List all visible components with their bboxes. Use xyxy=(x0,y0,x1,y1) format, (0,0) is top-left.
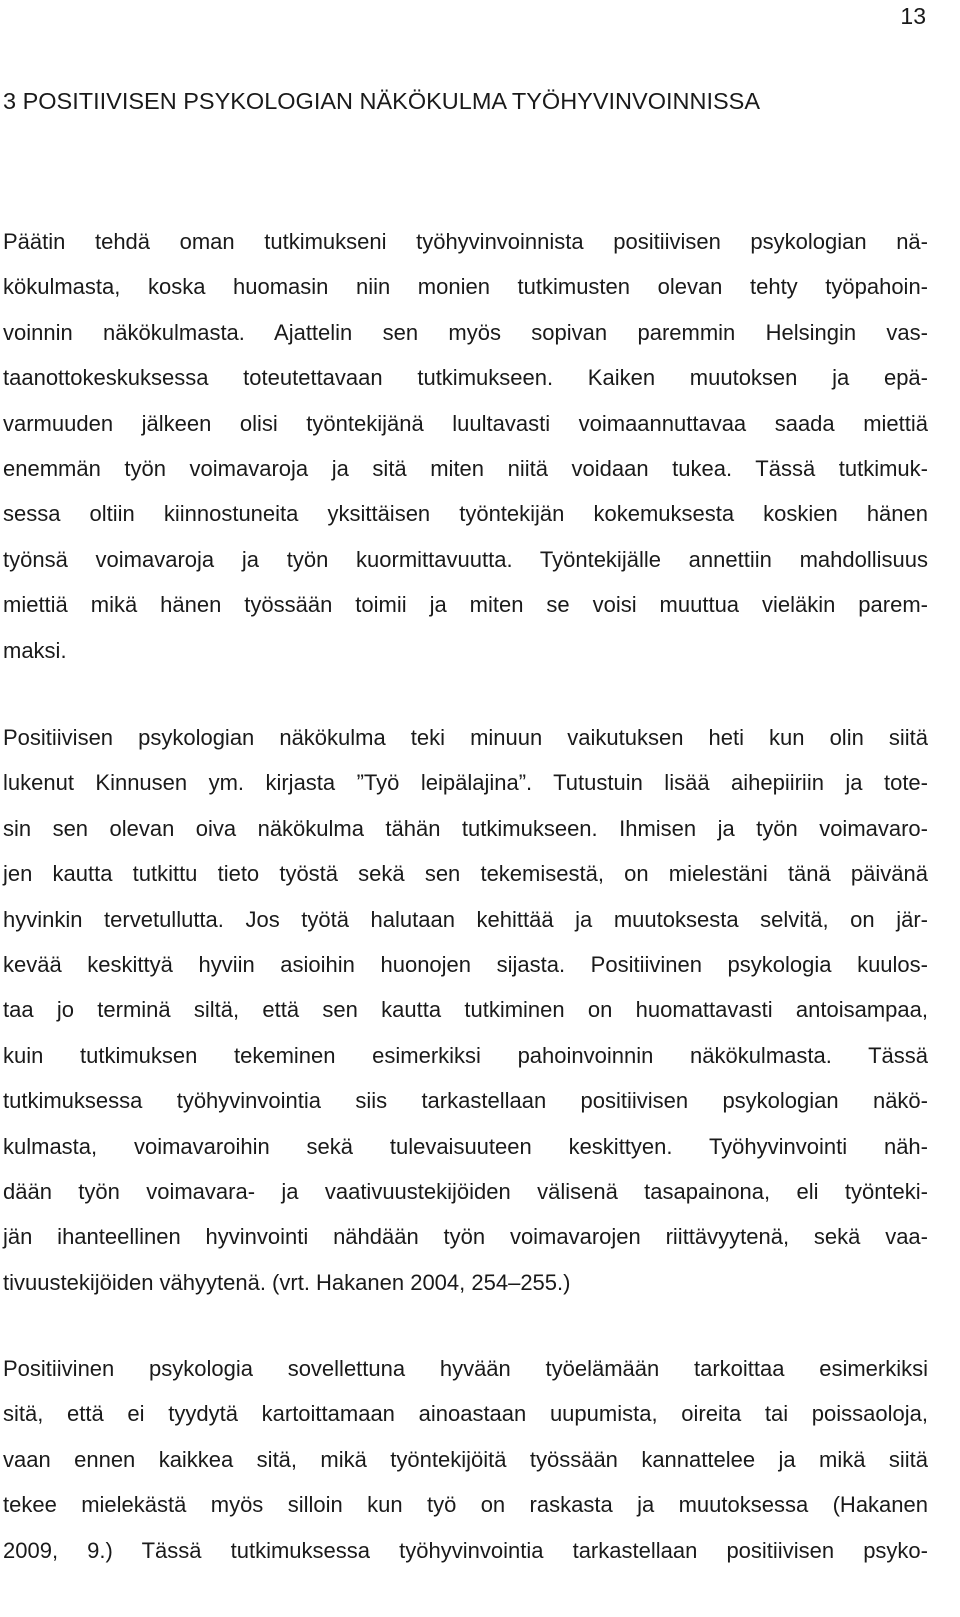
paragraph-line: tekee mielekästä myös silloin kun työ on raskasta ja muutoksessa (Hakanen xyxy=(3,1492,928,1518)
paragraph-line: maksi. xyxy=(3,637,67,663)
paragraph-line: työnsä voimavaroja ja työn kuormittavuutta. Työntekijälle annettiin mahdollisuus xyxy=(3,546,928,572)
paragraph-line: sitä, että ei tyydytä kartoittamaan ainoastaan uupumista, oireita tai poissaoloja, xyxy=(3,1401,928,1427)
paragraph-line: 2009, 9.) Tässä tutkimuksessa työhyvinvointia tarkastellaan positiivisen psyko- xyxy=(3,1537,928,1563)
paragraph-line: sessa oltiin kiinnostuneita yksittäisen työntekijän kokemuksesta koskien hänen xyxy=(3,501,928,527)
paragraph-1 xyxy=(3,219,928,673)
paragraph-3 xyxy=(3,1346,928,1573)
paragraph-line: tivuustekijöiden vähyytenä. (vrt. Hakanen 2004, 254–255.) xyxy=(3,1269,571,1295)
paragraph-line: tutkimuksessa työhyvinvointia siis tarkastellaan positiivisen psykologian näkö- xyxy=(3,1088,928,1114)
paragraph-line: varmuuden jälkeen olisi työntekijänä luultavasti voimaannuttavaa saada miettiä xyxy=(3,410,928,436)
paragraph-line: Positiivinen psykologia sovellettuna hyvään työelämään tarkoittaa esimerkiksi xyxy=(3,1356,928,1381)
paragraph-line: Positiivisen psykologian näkökulma teki minuun vaikutuksen heti kun olin siitä xyxy=(3,725,928,750)
paragraph-line: miettiä mikä hänen työssään toimii ja miten se voisi muuttua vieläkin parem- xyxy=(3,592,928,618)
page-number: 13 xyxy=(900,3,926,29)
paragraph-line: dään työn voimavara- ja vaativuustekijöiden välisenä tasapainona, eli työnteki- xyxy=(3,1178,928,1204)
paragraph-line: sin sen olevan oiva näkökulma tähän tutkimukseen. Ihmisen ja työn voimavaro- xyxy=(3,815,928,841)
chapter-heading: 3 POSITIIVISEN PSYKOLOGIAN NÄKÖKULMA TYÖHYVINVOINNISSA xyxy=(3,88,761,114)
paragraph-line: jen kautta tutkittu tieto työstä sekä sen tekemisestä, on mielestäni tänä päivänä xyxy=(3,861,928,887)
paragraph-line: taa jo terminä siltä, että sen kautta tutkiminen on huomattavasti antoisampaa, xyxy=(3,997,928,1023)
paragraph-line: kevää keskittyä hyviin asioihin huonojen sijasta. Positiivinen psykologia kuulos- xyxy=(3,951,928,977)
paragraph-line: kökulmasta, koska huomasin niin monien tutkimusten olevan tehty työpahoin- xyxy=(3,274,928,300)
paragraph-line: taanottokeskuksessa toteutettavaan tutkimukseen. Kaiken muutoksen ja epä- xyxy=(3,365,928,391)
paragraph-line: kulmasta, voimavaroihin sekä tulevaisuuteen keskittyen. Työhyvinvointi näh- xyxy=(3,1133,928,1159)
paragraph-line: voinnin näkökulmasta. Ajattelin sen myös sopivan paremmin Helsingin vas- xyxy=(3,319,928,345)
paragraph-line: jän ihanteellinen hyvinvointi nähdään työn voimavarojen riittävyytenä, sekä vaa- xyxy=(3,1224,928,1250)
paragraph-line: hyvinkin tervetullutta. Jos työtä halutaan kehittää ja muutoksesta selvitä, on jär- xyxy=(3,906,928,932)
paragraph-line: vaan ennen kaikkea sitä, mikä työntekijöitä työssään kannattelee ja mikä siitä xyxy=(3,1446,928,1472)
paragraph-line: lukenut Kinnusen ym. kirjasta ”Työ leipälajina”. Tutustuin lisää aihepiiriin ja tote- xyxy=(3,770,928,796)
paragraph-line: kuin tutkimuksen tekeminen esimerkiksi pahoinvoinnin näkökulmasta. Tässä xyxy=(3,1042,928,1068)
paragraph-line: enemmän työn voimavaroja ja sitä miten niitä voidaan tukea. Tässä tutkimuk- xyxy=(3,455,928,481)
paragraph-2 xyxy=(3,715,928,1305)
paragraph-line: Päätin tehdä oman tutkimukseni työhyvinvoinnista positiivisen psykologian nä- xyxy=(3,229,928,254)
